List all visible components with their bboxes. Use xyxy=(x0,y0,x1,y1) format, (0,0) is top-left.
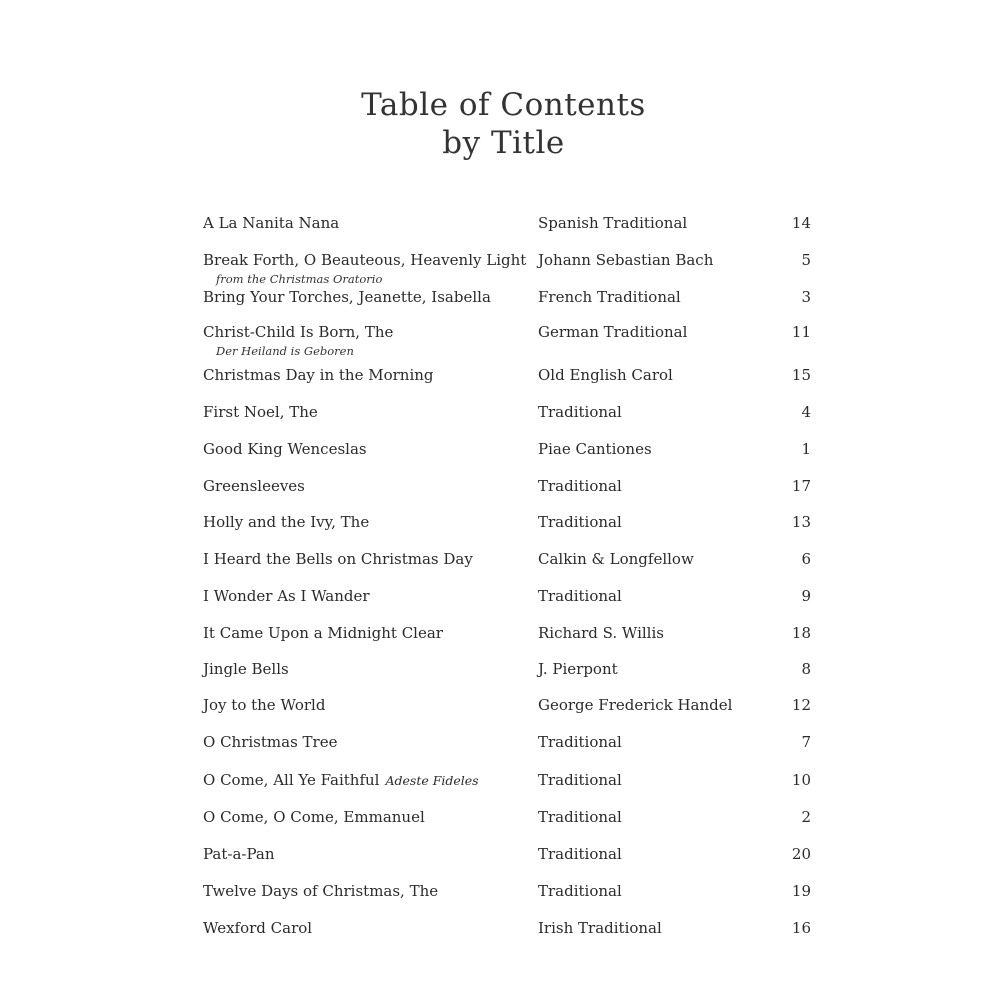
entry-title: Holly and the Ivy, The xyxy=(203,513,370,531)
entry-composer: Traditional xyxy=(538,403,622,421)
toc-entry xyxy=(0,808,1007,838)
toc-entry xyxy=(0,403,1007,433)
toc-entry xyxy=(0,366,1007,396)
entry-title: Joy to the World xyxy=(203,696,326,714)
entry-composer: Traditional xyxy=(538,587,622,605)
entry-composer: Johann Sebastian Bach xyxy=(538,251,714,269)
toc-entry xyxy=(0,845,1007,875)
toc-entry xyxy=(0,882,1007,912)
entry-title: Pat-a-Pan xyxy=(203,845,275,863)
entry-alt-title: Adeste Fideles xyxy=(385,773,479,788)
entry-page: 14 xyxy=(791,214,811,232)
entry-title: Wexford Carol xyxy=(203,919,313,937)
entry-composer: Richard S. Willis xyxy=(538,624,664,642)
entry-composer: Irish Traditional xyxy=(538,919,662,937)
toc-entry xyxy=(0,323,1007,358)
toc-entry xyxy=(0,733,1007,763)
entry-page: 11 xyxy=(791,323,811,341)
entry-page: 20 xyxy=(791,845,811,863)
entry-subtitle: Der Heiland is Geboren xyxy=(216,344,354,358)
entry-composer: Old English Carol xyxy=(538,366,673,384)
entry-title: Twelve Days of Christmas, The xyxy=(203,882,439,900)
entry-title: Christmas Day in the Morning xyxy=(203,366,434,384)
entry-composer: Traditional xyxy=(538,845,622,863)
toc-entry xyxy=(0,587,1007,617)
toc-entry xyxy=(0,288,1007,318)
entry-title: I Heard the Bells on Christmas Day xyxy=(203,550,473,568)
entry-composer: Traditional xyxy=(538,882,622,900)
entry-title: Good King Wenceslas xyxy=(203,440,367,458)
entry-title-wrap xyxy=(203,771,479,790)
entry-page: 13 xyxy=(791,513,811,531)
toc-entry xyxy=(0,771,1007,801)
entry-composer: Traditional xyxy=(538,771,622,789)
entry-composer: Traditional xyxy=(538,733,622,751)
entry-composer: German Traditional xyxy=(538,323,688,341)
toc-entry xyxy=(0,550,1007,580)
entry-subtitle: from the Christmas Oratorio xyxy=(216,272,383,286)
title-line-2: by Title xyxy=(442,125,565,161)
toc-entry xyxy=(0,624,1007,654)
entry-title: O Christmas Tree xyxy=(203,733,338,751)
entry-title: First Noel, The xyxy=(203,403,318,421)
entry-title: It Came Upon a Midnight Clear xyxy=(203,624,443,642)
entry-title: O Come, O Come, Emmanuel xyxy=(203,808,425,826)
entry-page: 18 xyxy=(791,624,811,642)
toc-entry xyxy=(0,214,1007,244)
entry-page: 15 xyxy=(791,366,811,384)
toc-entry xyxy=(0,696,1007,726)
entry-title: O Come, All Ye Faithful xyxy=(203,771,380,789)
entry-composer: Traditional xyxy=(538,477,622,495)
entry-page: 6 xyxy=(801,550,811,568)
entry-page: 1 xyxy=(801,440,811,458)
entry-page: 3 xyxy=(801,288,811,306)
entry-page: 19 xyxy=(791,882,811,900)
toc-entry xyxy=(0,919,1007,949)
entry-title: A La Nanita Nana xyxy=(203,214,340,232)
toc-entry xyxy=(0,477,1007,507)
entry-page: 7 xyxy=(801,733,811,751)
entry-composer: Traditional xyxy=(538,513,622,531)
entry-page: 9 xyxy=(801,587,811,605)
toc-entry xyxy=(0,251,1007,286)
toc-entry xyxy=(0,660,1007,690)
entry-title: I Wonder As I Wander xyxy=(203,587,370,605)
entry-page: 17 xyxy=(791,477,811,495)
entry-page: 16 xyxy=(791,919,811,937)
toc-entry xyxy=(0,440,1007,470)
entry-page: 10 xyxy=(791,771,811,789)
entry-composer: Traditional xyxy=(538,808,622,826)
entry-composer: Piae Cantiones xyxy=(538,440,652,458)
entry-page: 5 xyxy=(801,251,811,269)
entry-title: Christ-Child Is Born, The xyxy=(203,323,394,341)
entry-title: Greensleeves xyxy=(203,477,305,495)
entry-title: Bring Your Torches, Jeanette, Isabella xyxy=(203,288,491,306)
entry-title: Break Forth, O Beauteous, Heavenly Light xyxy=(203,251,527,269)
entry-composer: Calkin & Longfellow xyxy=(538,550,694,568)
entry-page: 12 xyxy=(791,696,811,714)
entry-page: 2 xyxy=(801,808,811,826)
entry-composer: French Traditional xyxy=(538,288,681,306)
entry-composer: J. Pierpont xyxy=(538,660,618,678)
entry-page: 8 xyxy=(801,660,811,678)
title-line-1: Table of Contents xyxy=(361,87,646,123)
toc-entry xyxy=(0,513,1007,543)
entry-page: 4 xyxy=(801,403,811,421)
entry-title: Jingle Bells xyxy=(203,660,289,678)
entry-composer: Spanish Traditional xyxy=(538,214,688,232)
entry-composer: George Frederick Handel xyxy=(538,696,733,714)
